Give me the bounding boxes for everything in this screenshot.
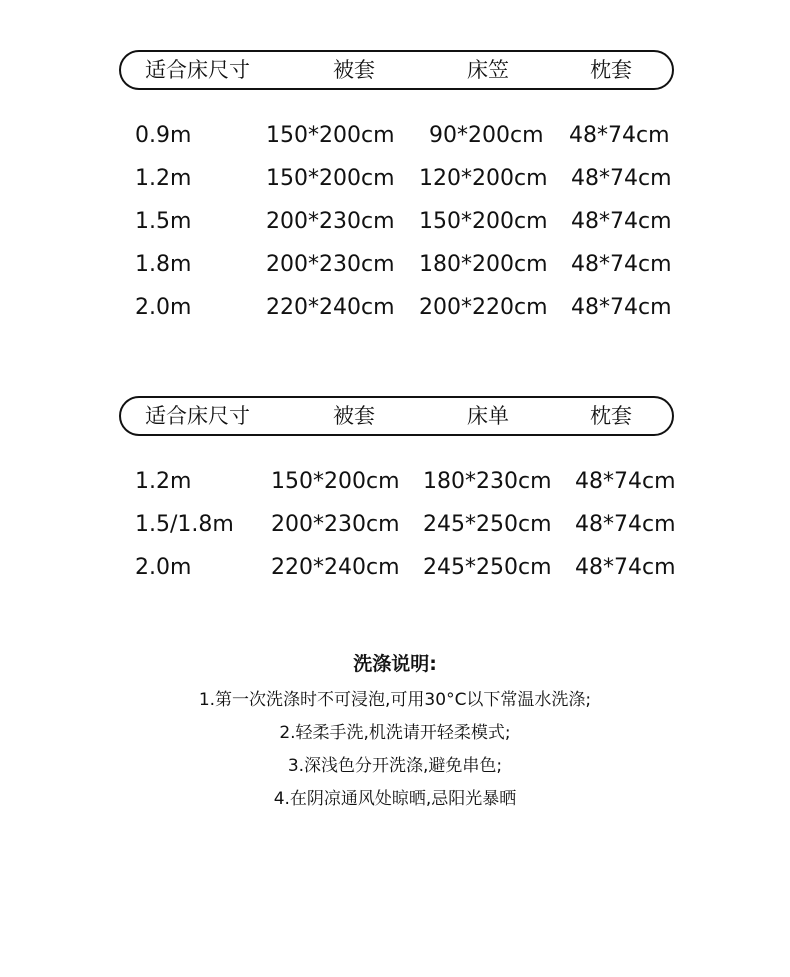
- care-title: 洗涤说明:: [353, 653, 437, 675]
- table-header: [119, 50, 674, 90]
- care-line: 1.第一次洗涤时不可浸泡,可用30°C以下常温水洗涤;: [198, 690, 592, 710]
- care-line: 2.轻柔手洗,机洗请开轻柔模式;: [279, 723, 511, 743]
- table-header: [119, 396, 674, 436]
- care-line: 4.在阴凉通风处晾晒,忌阳光暴晒: [273, 789, 517, 809]
- header-pillowcase: 枕套: [590, 58, 632, 82]
- header-duvet-cover: 被套: [333, 404, 375, 428]
- header-pillowcase: 枕套: [590, 404, 632, 428]
- header-fitted-sheet: 床笠: [467, 58, 509, 82]
- header-bed-size: 适合床尺寸: [145, 404, 250, 428]
- header-duvet-cover: 被套: [333, 58, 375, 82]
- header-bed-size: 适合床尺寸: [145, 58, 250, 82]
- header-flat-sheet: 床单: [467, 404, 509, 428]
- care-line: 3.深浅色分开洗涤,避免串色;: [287, 756, 503, 776]
